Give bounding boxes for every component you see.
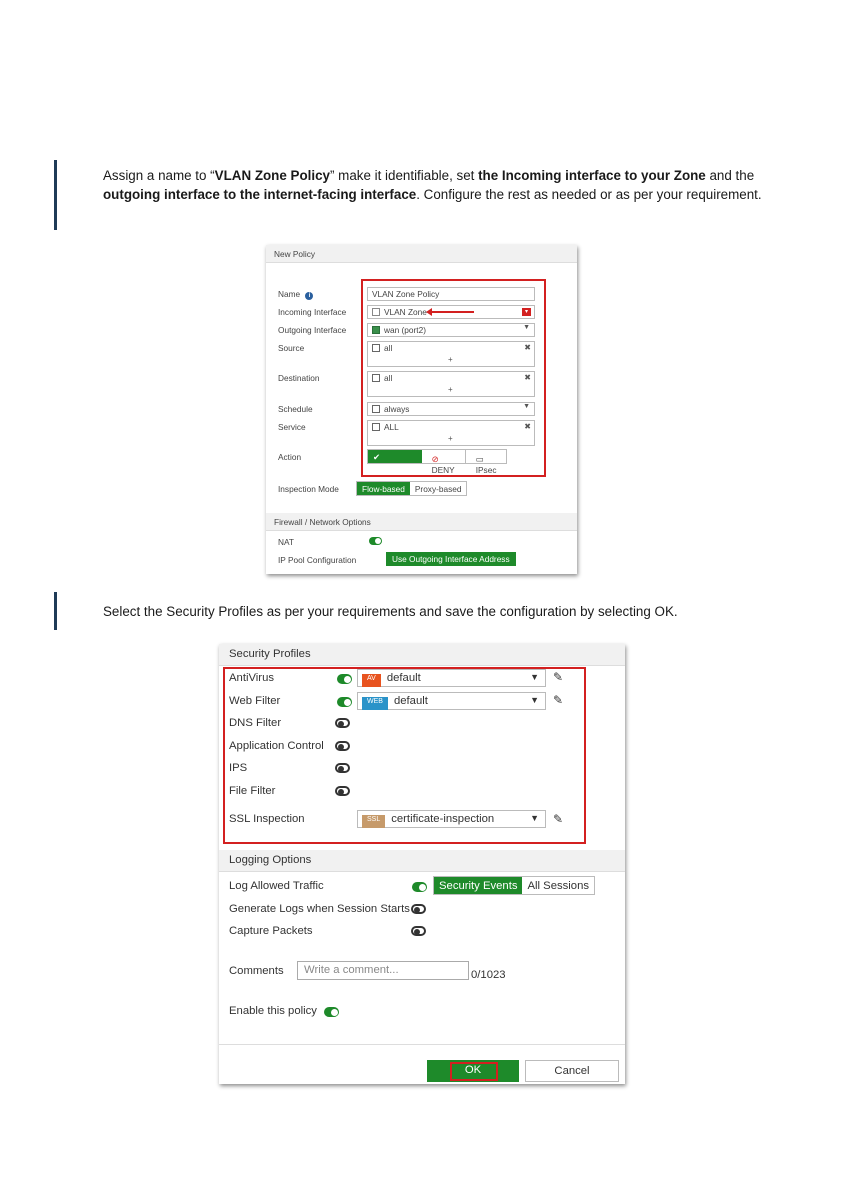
security-profiles-panel <box>219 644 625 1084</box>
incoming-interface-label: Incoming Interface <box>278 307 347 317</box>
security-profiles-header: Security Profiles <box>219 644 625 666</box>
generate-logs-label: Generate Logs when Session Starts <box>229 903 410 915</box>
remove-icon[interactable]: ✖ <box>524 373 531 382</box>
chevron-down-icon: ▼ <box>530 813 539 823</box>
action-ipsec-button[interactable]: ▭ IPsec <box>465 450 507 463</box>
log-allowed-traffic-toggle[interactable] <box>412 882 427 892</box>
comments-label: Comments <box>229 965 284 977</box>
log-allowed-traffic-label: Log Allowed Traffic <box>229 880 324 892</box>
divider <box>219 1044 625 1045</box>
action-accept-button[interactable]: ✔ ACCEPT <box>368 450 422 463</box>
name-input[interactable]: VLAN Zone Policy <box>367 287 535 301</box>
web-filter-select[interactable]: WEB default ▼ <box>357 692 546 710</box>
destination-field[interactable]: all ✖ + <box>367 371 535 397</box>
remove-icon[interactable]: ✖ <box>524 343 531 352</box>
laptop-icon: ▭ <box>475 454 484 464</box>
outgoing-interface-label: Outgoing Interface <box>278 325 347 335</box>
edit-icon[interactable]: ✎ <box>553 693 564 707</box>
proxy-based-button[interactable]: Proxy-based <box>410 482 467 495</box>
enable-policy-toggle[interactable] <box>324 1007 339 1017</box>
capture-packets-label: Capture Packets <box>229 925 313 937</box>
security-events-button[interactable]: Security Events <box>434 877 522 894</box>
quote-bar <box>54 160 57 230</box>
remove-icon[interactable]: ✖ <box>524 422 531 431</box>
destination-label: Destination <box>278 373 320 383</box>
edit-icon[interactable]: ✎ <box>553 670 564 684</box>
generate-logs-toggle[interactable] <box>411 904 426 914</box>
paragraph-fragment: ” make it identifiable, set <box>329 168 479 183</box>
all-sessions-button[interactable]: All Sessions <box>527 880 590 892</box>
chevron-down-icon: ▼ <box>523 403 530 410</box>
instruction-paragraph-1 <box>103 166 763 204</box>
quote-bar <box>54 592 57 630</box>
highlight-box <box>223 667 586 844</box>
dns-filter-label: DNS Filter <box>229 717 282 729</box>
paragraph-fragment: outgoing interface to the internet-facing interface <box>103 187 417 202</box>
comments-textarea[interactable]: Write a comment... <box>297 961 469 980</box>
chevron-down-icon: ▼ <box>530 695 539 705</box>
name-label: Name i <box>278 289 313 300</box>
info-icon: i <box>305 292 313 300</box>
av-badge: AV <box>362 674 381 687</box>
ssl-inspection-label: SSL Inspection <box>229 813 305 825</box>
file-filter-label: File Filter <box>229 785 276 797</box>
schedule-label: Schedule <box>278 404 313 414</box>
enable-policy-label: Enable this policy <box>229 1005 317 1017</box>
log-mode-toggle <box>433 876 595 895</box>
deny-icon: ⊘ <box>431 454 439 464</box>
highlight-box <box>361 279 546 477</box>
ssl-badge: SSL <box>362 815 385 828</box>
instruction-paragraph-2: Select the Security Profiles as per your requirements and save the configuration by selecting OK. <box>103 604 678 619</box>
service-label: Service <box>278 422 306 432</box>
dropdown-red-icon[interactable]: ▾ <box>522 308 531 316</box>
web-badge: WEB <box>362 697 388 710</box>
add-icon[interactable]: + <box>448 355 453 364</box>
ip-pool-label: IP Pool Configuration <box>278 555 357 565</box>
logging-options-header: Logging Options <box>219 850 625 872</box>
application-control-label: Application Control <box>229 740 324 752</box>
ips-label: IPS <box>229 762 248 774</box>
edit-icon[interactable]: ✎ <box>553 812 564 826</box>
incoming-interface-select[interactable]: VLAN Zone ▾ <box>367 305 535 319</box>
paragraph-fragment: VLAN Zone Policy <box>214 168 330 183</box>
paragraph-fragment: . Configure the rest as needed or as per your requirement. <box>416 187 762 202</box>
web-filter-label: Web Filter <box>229 695 281 707</box>
new-policy-panel <box>266 245 577 574</box>
paragraph-fragment: and the <box>705 168 755 183</box>
paragraph-fragment: the Incoming interface to your Zone <box>478 168 706 183</box>
chevron-down-icon: ▼ <box>523 324 530 331</box>
source-field[interactable]: all ✖ + <box>367 341 535 367</box>
source-label: Source <box>278 343 305 353</box>
comments-counter: 0/1023 <box>471 969 506 981</box>
inspection-mode-label: Inspection Mode <box>278 484 339 494</box>
action-label: Action <box>278 452 302 462</box>
antivirus-label: AntiVirus <box>229 672 274 684</box>
antivirus-select[interactable]: AV default ▼ <box>357 669 546 687</box>
nat-label: NAT <box>278 537 294 547</box>
chevron-down-icon: ▼ <box>530 672 539 682</box>
outgoing-interface-select[interactable]: wan (port2) ▼ <box>367 323 535 337</box>
ssl-inspection-select[interactable]: SSL certificate-inspection ▼ <box>357 810 546 828</box>
inspection-mode-toggle <box>356 481 467 496</box>
add-icon[interactable]: + <box>448 385 453 394</box>
cancel-button[interactable]: Cancel <box>525 1060 619 1082</box>
ok-highlight-box <box>450 1062 498 1081</box>
action-deny-button[interactable]: ⊘ DENY <box>422 450 465 463</box>
nat-toggle[interactable] <box>369 537 382 545</box>
ip-pool-button[interactable]: Use Outgoing Interface Address <box>386 552 516 566</box>
service-field[interactable]: ALL ✖ + <box>367 420 535 446</box>
schedule-select[interactable]: always ▼ <box>367 402 535 416</box>
firewall-options-header: Firewall / Network Options <box>266 513 577 531</box>
capture-packets-toggle[interactable] <box>411 926 426 936</box>
panel-title: New Policy <box>266 245 577 263</box>
flow-based-button[interactable]: Flow-based <box>357 482 410 495</box>
add-icon[interactable]: + <box>448 434 453 443</box>
ok-button[interactable]: OK <box>427 1060 519 1082</box>
paragraph-fragment: Assign a name to “ <box>103 168 215 183</box>
